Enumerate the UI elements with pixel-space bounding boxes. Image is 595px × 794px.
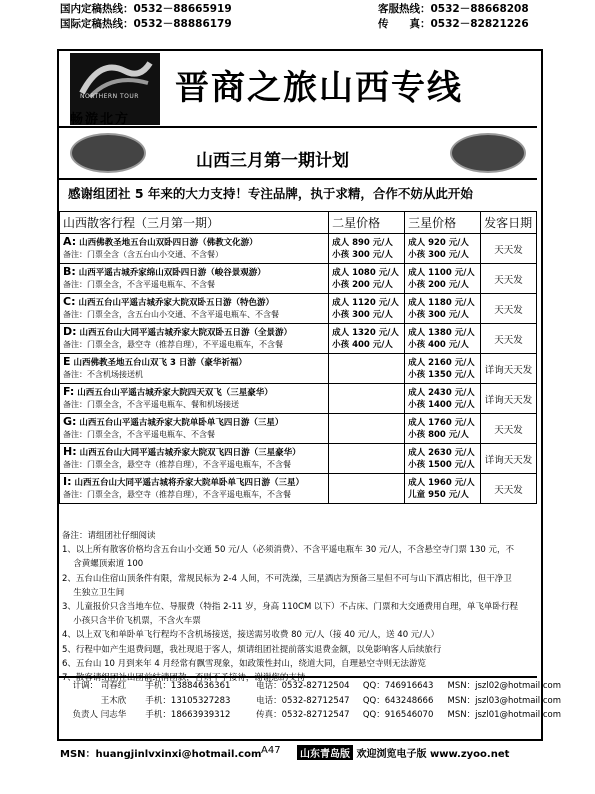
- route-note: 备注：门票全含，悬空寺（推荐自理），不含平遥电瓶车，不含餐: [63, 490, 291, 499]
- contact-row: [62, 679, 561, 694]
- route-cell: [60, 324, 329, 354]
- departure-date: 天天发: [481, 324, 537, 354]
- route-title: 山西佛教圣地五台山双飞 3 日游（豪华祈福）: [73, 358, 247, 368]
- adult-price: 成人 1320 元/人: [332, 327, 399, 338]
- food-photo-left: [70, 133, 146, 173]
- route-title: 山西平遥古城乔家绵山双卧四日游（峻谷景观游）: [78, 268, 266, 278]
- hotline-international: 国际定稿热线：0532－88886179: [60, 18, 232, 30]
- three-star-price: [405, 414, 481, 444]
- route-name: [63, 326, 325, 339]
- child-price: 小孩 400 元/人: [408, 339, 469, 350]
- route-row: [60, 414, 537, 444]
- notes-line: 6、五台山 10 月到来年 4 月经常有飘雪现象，如政策性封山，绕道大同，自理悬空寺则无法游览: [62, 658, 426, 669]
- three-star-price: [405, 264, 481, 294]
- two-star-price: [329, 234, 405, 264]
- contact-msn: MSN：jszl01@hotmail.com: [447, 710, 562, 720]
- route-cell: [60, 234, 329, 264]
- route-cell: [60, 474, 329, 504]
- route-row: [60, 384, 537, 414]
- route-name: [63, 236, 325, 249]
- contact-row: [62, 708, 561, 723]
- route-title: 山西五台山平遥古城乔家大院四天双飞（三星豪华）: [77, 388, 273, 398]
- route-note: 备注：门票全含，不含平遥电瓶车、不含餐: [63, 430, 215, 439]
- route-title: 山西五台山大同平遥古城将乔家大院单卧单飞四日游（三星）: [74, 478, 304, 488]
- departure-date: 详询天天发: [481, 384, 537, 414]
- route-letter: E: [63, 355, 71, 368]
- route-letter: I:: [63, 475, 72, 488]
- footer-msn: MSN：huangjinlvxinxi@hotmail.com: [60, 749, 262, 760]
- route-row: [60, 264, 537, 294]
- header-three-star: 三星价格: [405, 212, 481, 234]
- adult-price: 成人 1960 元/人: [408, 477, 475, 488]
- contact-mobile: 手机：13884636361: [145, 681, 231, 691]
- route-letter: F:: [63, 385, 75, 398]
- hotline-domestic: 国内定稿热线：0532－88665919: [60, 3, 232, 15]
- route-letter: H:: [63, 445, 77, 458]
- two-star-price: [329, 264, 405, 294]
- departure-date: 天天发: [481, 234, 537, 264]
- route-cell: [60, 294, 329, 324]
- child-price: 小孩 300 元/人: [408, 249, 469, 260]
- header-two-star: 二星价格: [329, 212, 405, 234]
- route-cell: [60, 414, 329, 444]
- divider: [59, 178, 537, 180]
- child-price: 小孩 300 元/人: [332, 309, 393, 320]
- route-row: [60, 474, 537, 504]
- footer-welcome: 欢迎浏览电子版 www.zyoo.net: [356, 749, 510, 760]
- adult-price: 成人 1100 元/人: [408, 267, 475, 278]
- route-row: [60, 354, 537, 384]
- route-note: 备注：门票全含，不含平遥电瓶车、不含餐: [63, 280, 215, 289]
- child-price: 小孩 800 元/人: [408, 429, 469, 440]
- edition-badge: 山东青岛版: [297, 745, 353, 760]
- notes-line: 小孩只含半价飞机票，不含火车票: [62, 616, 201, 627]
- contact-mobile: 手机：18663939312: [145, 710, 231, 720]
- route-letter: G:: [63, 415, 77, 428]
- route-name: [63, 356, 325, 369]
- departure-date: 天天发: [481, 474, 537, 504]
- adult-price: 成人 2430 元/人: [408, 387, 475, 398]
- three-star-price: [405, 354, 481, 384]
- route-note: 备注：门票全含，悬空寺（推荐自理），不含平遥电瓶车，不含餐: [63, 460, 291, 469]
- route-row: [60, 324, 537, 354]
- route-name: [63, 266, 325, 279]
- three-star-price: [405, 234, 481, 264]
- adult-price: 成人 890 元/人: [332, 237, 393, 248]
- contact-qq: QQ：916546070: [362, 710, 434, 720]
- route-title: 山西五台山平遥古城乔家大院双卧五日游（特色游）: [78, 298, 274, 308]
- route-title: 山西五台山大同平遥古城乔家大院双卧五日游（全景游）: [79, 328, 293, 338]
- departure-date: 天天发: [481, 264, 537, 294]
- page-title: 晋商之旅山西专线: [175, 68, 463, 108]
- route-letter: D:: [63, 325, 77, 338]
- route-cell: [60, 354, 329, 384]
- contact-phone: 电话：0532-82712547: [256, 695, 350, 706]
- two-star-price: [329, 444, 405, 474]
- route-note: 备注：门票全含，悬空寺（推荐自理），不平遥电瓶车，不含餐: [63, 340, 283, 349]
- child-price: 小孩 1350 元/人: [408, 369, 475, 380]
- notes-line: 1、以上所有散客价格均含五台山小交通 50 元/人（必须消费）、不含平遥电瓶车 30 元/人，不含悬空寺门票 130 元，不: [62, 545, 514, 556]
- child-price: 小孩 400 元/人: [332, 339, 393, 350]
- adult-price: 成人 1080 元/人: [332, 267, 399, 278]
- contacts-section: [62, 679, 561, 723]
- two-star-price: [329, 384, 405, 414]
- notes-line: 5、行程中如产生退费问题，我社现退于客人，烦请组团社提前落实退费金额，以免影响客人后续旅行: [62, 644, 442, 655]
- contact-role: 负责人: [72, 710, 98, 720]
- departure-date: 详询天天发: [481, 354, 537, 384]
- service-hotlines: [378, 2, 529, 32]
- three-star-price: [405, 444, 481, 474]
- contact-role: 计调：: [72, 681, 98, 691]
- adult-price: 成人 1760 元/人: [408, 417, 475, 428]
- food-photo-right: [450, 133, 526, 173]
- contact-qq: QQ：643248666: [362, 695, 434, 706]
- route-name: [63, 476, 325, 489]
- two-star-price: [329, 354, 405, 384]
- route-name: [63, 416, 325, 429]
- domestic-hotlines: [60, 2, 232, 32]
- contact-msn: MSN：jszl03@hotmail.com: [447, 695, 562, 706]
- two-star-price: [329, 324, 405, 354]
- two-star-price: [329, 294, 405, 324]
- three-star-price: [405, 324, 481, 354]
- thanks-message: 感谢组团社 5 年来的大力支持！专注品牌，执于求精，合作不妨从此开始: [68, 186, 473, 201]
- contact-name: 闫志华: [100, 710, 127, 720]
- divider: [59, 126, 537, 128]
- contact-phone: 电话：0532-82712504: [256, 681, 350, 691]
- route-name: [63, 386, 325, 399]
- departure-date: 天天发: [481, 414, 537, 444]
- logo-subtext: NORTHERN TOUR: [80, 93, 139, 100]
- contact-row: [62, 694, 561, 709]
- notes-line: 备注：请组团社仔细阅读: [62, 531, 156, 541]
- divider: [59, 676, 537, 678]
- route-row: [60, 294, 537, 324]
- route-name: [63, 296, 325, 309]
- child-price: 小孩 1500 元/人: [408, 459, 475, 470]
- child-price: 小孩 300 元/人: [408, 309, 469, 320]
- notes-section: [62, 529, 534, 685]
- three-star-price: [405, 384, 481, 414]
- notes-line: 3、儿童报价只含当地车位、导服费（特指 2-11 岁，身高 110CM 以下）不占床、门票和大交通费用自理，单飞单卧行程: [62, 602, 519, 613]
- header-departure: 发客日期: [481, 212, 537, 234]
- contact-name: 王木欣: [100, 695, 127, 706]
- route-letter: B:: [63, 265, 76, 278]
- contact-phone: 传真：0532-82712547: [256, 710, 350, 720]
- page-number: A47: [261, 745, 281, 756]
- route-title: 山西五台山大同平遥古城乔家大院双飞四日游（三星豪华）: [79, 448, 301, 458]
- table-header-row: [60, 212, 537, 234]
- child-price: 小孩 200 元/人: [408, 279, 469, 290]
- route-note: 备注：门票全含，不含平遥电瓶车、餐和机场接送: [63, 400, 239, 409]
- header-route: 山西散客行程（三月第一期）: [60, 212, 329, 234]
- two-star-price: [329, 414, 405, 444]
- notes-line: 生独立卫生间: [62, 587, 125, 598]
- route-letter: C:: [63, 295, 76, 308]
- route-letter: A:: [63, 235, 77, 248]
- child-price: 小孩 300 元/人: [332, 249, 393, 260]
- route-cell: [60, 384, 329, 414]
- route-title: 山西佛教圣地五台山双卧四日游（佛教文化游）: [79, 238, 258, 248]
- child-price: 小孩 1400 元/人: [408, 399, 475, 410]
- three-star-price: [405, 294, 481, 324]
- schedule-table: [59, 211, 537, 504]
- two-star-price: [329, 474, 405, 504]
- route-cell: [60, 264, 329, 294]
- route-title: 山西五台山平遥古城乔家大院单卧单飞四日游（三星）: [79, 418, 284, 428]
- child-price: 小孩 200 元/人: [332, 279, 393, 290]
- route-cell: [60, 444, 329, 474]
- route-row: [60, 234, 537, 264]
- fax-number: 传 真：0532－82821226: [378, 18, 529, 30]
- adult-price: 成人 1380 元/人: [408, 327, 475, 338]
- adult-price: 成人 2160 元/人: [408, 357, 475, 368]
- route-note: 备注：门票全含（含五台山小交通、不含餐）: [63, 250, 223, 259]
- plan-title: 山西三月第一期计划: [196, 151, 349, 171]
- notes-line: 2、五台山住宿山顶条件有限，常规民标为 2-4 人间，不可洗澡，三星酒店为预备三星但不可与山下酒店相比，但干净卫: [62, 573, 512, 584]
- departure-date: 天天发: [481, 294, 537, 324]
- brand-name: 畅游北方: [70, 112, 131, 127]
- route-note: 备注：不含机场接送机: [63, 370, 143, 379]
- footer-edition: [297, 745, 509, 760]
- adult-price: 成人 920 元/人: [408, 237, 469, 248]
- child-price: 儿童 950 元/人: [408, 489, 469, 500]
- notes-line: 含黄螺顶索道 100: [62, 559, 144, 570]
- departure-date: 详询天天发: [481, 444, 537, 474]
- route-row: [60, 444, 537, 474]
- notes-line: 4、以上双飞和单卧单飞行程均不含机场接送，接送需另收费 80 元/人（接 40 元/人，送 40 元/人）: [62, 630, 440, 641]
- route-note: 备注：门票全含，含五台山小交通、不含平遥电瓶车、不含餐: [63, 310, 279, 319]
- notes-line: 7、散客请组团社出团前结清团款，否则不予接待，谢谢您的支持: [62, 673, 306, 684]
- contact-mobile: 手机：13105327283: [145, 695, 231, 706]
- adult-price: 成人 1180 元/人: [408, 297, 475, 308]
- contact-qq: QQ：746916643: [362, 681, 434, 691]
- hotline-service: 客服热线：0532－88668208: [378, 3, 529, 15]
- adult-price: 成人 2630 元/人: [408, 447, 475, 458]
- adult-price: 成人 1120 元/人: [332, 297, 399, 308]
- route-name: [63, 446, 325, 459]
- three-star-price: [405, 474, 481, 504]
- contact-name: 司春红: [100, 681, 127, 691]
- contact-msn: MSN：jszl02@hotmail.com: [447, 681, 562, 691]
